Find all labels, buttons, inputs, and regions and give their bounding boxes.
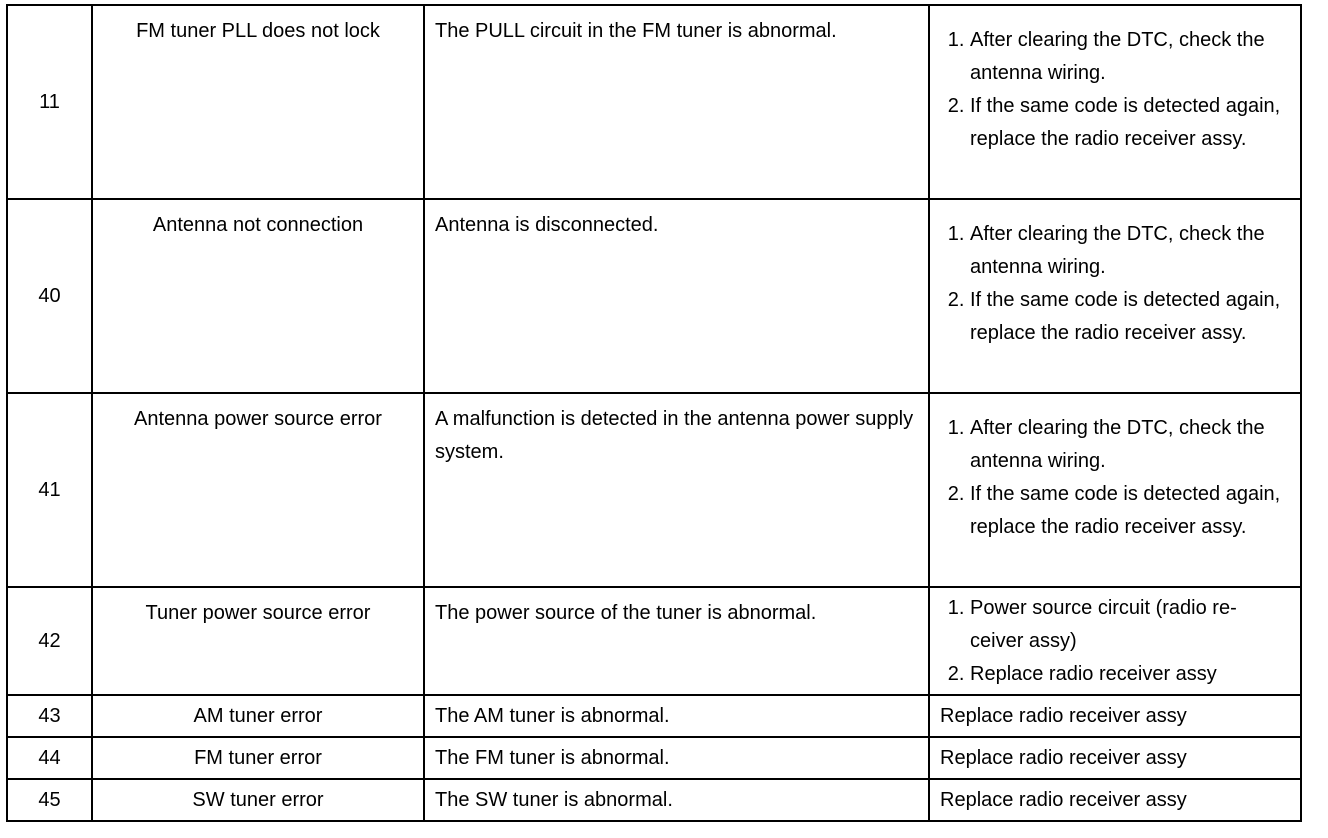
- dtc-code: 40: [7, 199, 92, 393]
- dtc-code: 41: [7, 393, 92, 587]
- dtc-code: 45: [7, 779, 92, 821]
- detection-item: Antenna not connection: [92, 199, 424, 393]
- detection-item: Tuner power source error: [92, 587, 424, 695]
- dtc-code: 42: [7, 587, 92, 695]
- trouble-area: [929, 393, 1301, 587]
- trouble-condition: Antenna is disconnected.: [424, 199, 929, 393]
- trouble-area: Replace radio receiver assy: [929, 779, 1301, 821]
- action-step: 2. If the same code is detected again, replace the radio receiver assy.: [970, 90, 1290, 156]
- action-steps: [940, 592, 1290, 691]
- trouble-area: Replace radio receiver assy: [929, 737, 1301, 779]
- action-step: 1. After clearing the DTC, check the antenna wiring.: [970, 24, 1290, 90]
- action-step: 1. Power source circuit (radio re- ceiver assy): [970, 592, 1290, 658]
- trouble-condition: The power source of the tuner is abnormal.: [424, 587, 929, 695]
- table-row: [7, 393, 1301, 587]
- detection-item: SW tuner error: [92, 779, 424, 821]
- trouble-area: Replace radio receiver assy: [929, 695, 1301, 737]
- trouble-area: [929, 5, 1301, 199]
- action-step: 2. If the same code is detected again, replace the radio receiver assy.: [970, 478, 1290, 544]
- dtc-code: 11: [7, 5, 92, 199]
- table-row: [7, 587, 1301, 695]
- table-row: [7, 695, 1301, 737]
- detection-item: AM tuner error: [92, 695, 424, 737]
- table-row: [7, 737, 1301, 779]
- detection-item: Antenna power source error: [92, 393, 424, 587]
- trouble-condition: The AM tuner is abnormal.: [424, 695, 929, 737]
- trouble-condition: The SW tuner is abnormal.: [424, 779, 929, 821]
- action-steps: [940, 218, 1290, 350]
- action-step: 2. If the same code is detected again, replace the radio receiver assy.: [970, 284, 1290, 350]
- table-row: [7, 199, 1301, 393]
- action-steps: [940, 412, 1290, 544]
- dtc-code: 43: [7, 695, 92, 737]
- trouble-condition: The FM tuner is abnormal.: [424, 737, 929, 779]
- dtc-code: 44: [7, 737, 92, 779]
- dtc-table: [6, 4, 1302, 822]
- trouble-area: [929, 199, 1301, 393]
- detection-item: FM tuner PLL does not lock: [92, 5, 424, 199]
- table-row: [7, 5, 1301, 199]
- trouble-condition: A malfunction is detected in the antenna power supply system.: [424, 393, 929, 587]
- action-steps: [940, 24, 1290, 156]
- trouble-area: [929, 587, 1301, 695]
- table-row: [7, 779, 1301, 821]
- detection-item: FM tuner error: [92, 737, 424, 779]
- action-step: 1. After clearing the DTC, check the antenna wiring.: [970, 412, 1290, 478]
- trouble-condition: The PULL circuit in the FM tuner is abnormal.: [424, 5, 929, 199]
- action-step: 2. Replace radio receiver assy: [970, 658, 1290, 691]
- action-step: 1. After clearing the DTC, check the antenna wiring.: [970, 218, 1290, 284]
